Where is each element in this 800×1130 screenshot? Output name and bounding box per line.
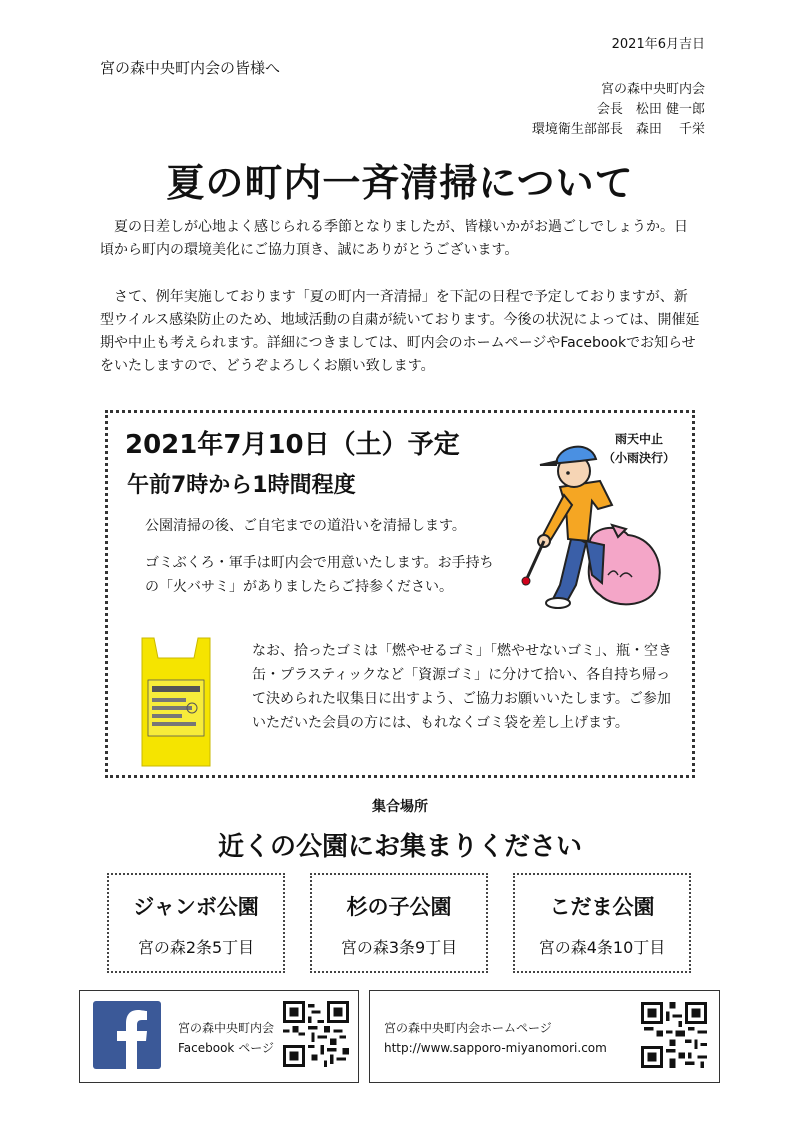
cleanup-worker-illustration xyxy=(520,425,670,615)
addressee: 宮の森中央町内会の皆様へ xyxy=(100,59,281,77)
website-text xyxy=(384,1018,607,1058)
park-name: 杉の子公園 xyxy=(346,895,452,919)
facebook-text xyxy=(178,1018,274,1058)
park-address: 宮の森4条10丁目 xyxy=(538,938,666,957)
park-card xyxy=(107,873,285,973)
intro-paragraph xyxy=(100,216,700,262)
facebook-page-link[interactable]: Facebook ページ xyxy=(178,1041,274,1055)
sender-dept: 環境衛生部部長 森田 千栄 xyxy=(531,122,705,137)
notice-text: さて、例年実施しております「夏の町内一斉清掃」を下記の日程で予定しておりますが、新型ウイルス感染防止のため、地域活動の自粛が続いております。今後の状況によっては、開催延期や中止も考えられます。詳細につきましては、町内会のホームページやFacebookでお知らせをいたしますので、どうぞよろしくお願い致します。 xyxy=(100,289,700,374)
garbage-note: なお、拾ったゴミは「燃やせるゴミ」「燃やせないゴミ」、瓶・空き缶・プラスティックなど「資源ゴミ」に分けて拾い、各自持ち帰って決められた収集日に出すよう、ご協力お願いいたします。ご参加いただいた会員の方には、もれなくゴミ袋を差し上げます。 xyxy=(252,643,672,731)
facebook-f-glyph xyxy=(93,1001,161,1069)
rain-note-line1: 雨天中止 xyxy=(614,432,663,446)
sender-org: 宮の森中央町内会 xyxy=(600,82,705,97)
park-name: こだま公園 xyxy=(549,895,655,919)
facebook-icon[interactable] xyxy=(93,1001,161,1069)
greeting-text: 夏の日差しが心地よく感じられる季節となりましたが、皆様いかがお過ごしでしょうか。日頃から町内の環境美化にご協力頂き、誠にありがとうございます。 xyxy=(100,219,688,258)
sender-chair: 会長 松田 健一郎 xyxy=(596,102,705,117)
facebook-box xyxy=(79,990,359,1083)
facebook-qr-code xyxy=(283,1001,349,1067)
supplies-note: ゴミぶくろ・軍手は町内会で用意いたします。お手持ちの「火バサミ」がありましたらご持参ください。 xyxy=(145,555,494,595)
sender-block xyxy=(532,80,705,140)
meeting-label: 集合場所 xyxy=(372,799,428,815)
facebook-org: 宮の森中央町内会 xyxy=(178,1021,275,1035)
rain-note-line2: （小雨決行） xyxy=(603,451,676,465)
garbage-bag-image xyxy=(140,628,212,768)
park-card xyxy=(310,873,488,973)
website-url-link[interactable]: http://www.sapporo-miyanomori.com xyxy=(384,1041,607,1055)
park-name: ジャンボ公園 xyxy=(133,895,259,919)
park-address: 宮の森3条9丁目 xyxy=(340,938,458,957)
notice-paragraph xyxy=(100,286,700,378)
meeting-title: 近くの公園にお集まりください xyxy=(217,832,582,862)
park-address: 宮の森2条5丁目 xyxy=(137,938,255,957)
website-box xyxy=(369,990,720,1083)
park-card xyxy=(513,873,691,973)
document-date: 2021年6月吉日 xyxy=(611,37,705,52)
event-date: 2021年7月10日（土）予定 xyxy=(125,430,460,460)
website-qr-code xyxy=(641,1002,707,1068)
website-title: 宮の森中央町内会ホームページ xyxy=(384,1021,552,1035)
page-title: 夏の町内一斉清掃について xyxy=(166,161,634,205)
event-time: 午前7時から1時間程度 xyxy=(127,473,356,498)
route-note: 公園清掃の後、ご自宅までの道沿いを清掃します。 xyxy=(145,518,466,534)
